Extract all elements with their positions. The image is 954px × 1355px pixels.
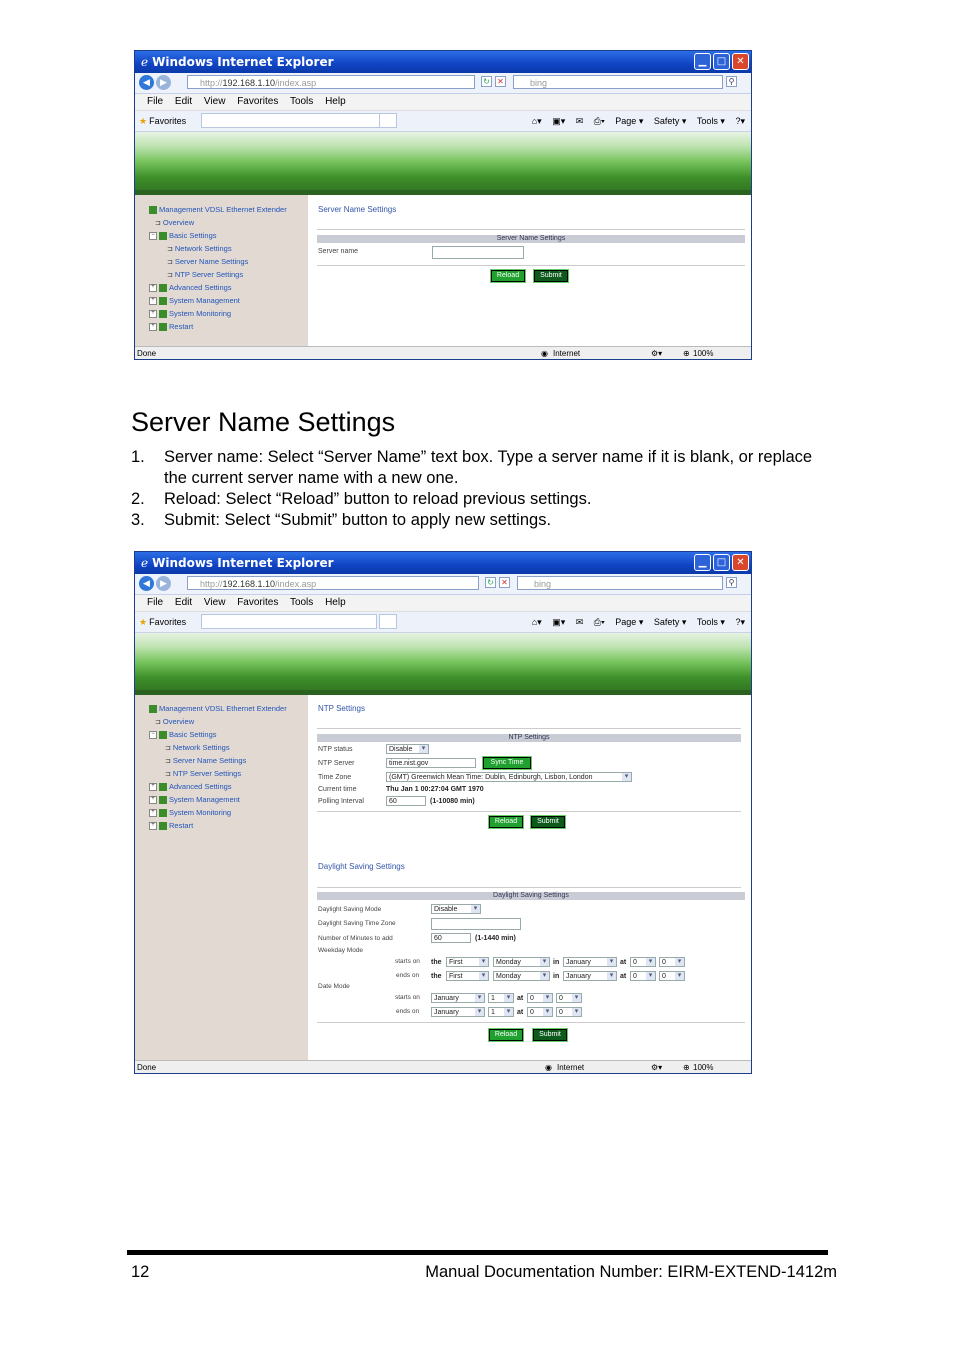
- expand-icon[interactable]: +: [149, 809, 157, 817]
- page-icon: ⊐: [167, 259, 173, 266]
- divider: [317, 229, 745, 230]
- safety-menu[interactable]: Safety ▾: [653, 617, 687, 627]
- page-number: 12: [131, 1263, 150, 1281]
- protected-mode-icon[interactable]: ⚙▾: [651, 1063, 663, 1072]
- weekday-end-month-select[interactable]: January ▾: [563, 971, 617, 981]
- server-name-input[interactable]: [432, 246, 524, 259]
- submit-button[interactable]: Submit: [534, 270, 568, 282]
- forward-icon[interactable]: ▶: [156, 576, 171, 591]
- list-item: 1. Server name: Select “Server Name” text box. Type a server name if it is blank, or replace the current server name with a new one.: [131, 448, 813, 487]
- ntp-server-label: NTP Server: [318, 760, 355, 767]
- time-zone-label: Time Zone: [318, 774, 352, 781]
- date-start-hour-select[interactable]: 0 ▾: [527, 993, 553, 1003]
- divider: [317, 1022, 745, 1023]
- divider: [317, 728, 741, 729]
- at-label: at: [620, 959, 627, 966]
- tree-root[interactable]: Management VDSL Ethernet Extender: [149, 704, 287, 714]
- divider: [317, 887, 741, 888]
- footer-rule: [127, 1250, 828, 1255]
- menu-edit[interactable]: Edit: [174, 597, 193, 608]
- refresh-icon[interactable]: ↻: [481, 76, 492, 87]
- stop-icon[interactable]: ✕: [499, 577, 510, 588]
- menu-bar: [135, 94, 751, 111]
- globe-icon: ◉: [545, 1063, 552, 1072]
- dst-zone-label: Daylight Saving Time Zone: [318, 920, 396, 927]
- tree-system-management[interactable]: + System Management: [149, 795, 240, 805]
- zone-text: Internet: [553, 349, 581, 358]
- menu-help[interactable]: Help: [325, 96, 346, 107]
- weekday-start-month-select[interactable]: January ▾: [563, 957, 617, 967]
- url-input[interactable]: http://192.168.1.10/index.asp: [187, 75, 475, 89]
- polling-interval-input[interactable]: 60: [386, 796, 426, 806]
- tree-ntp-settings[interactable]: ⊐ NTP Server Settings: [165, 769, 242, 778]
- ntp-section-header: NTP Settings: [317, 734, 741, 742]
- menu-file[interactable]: File: [147, 96, 164, 107]
- tree-advanced-settings[interactable]: + Advanced Settings: [149, 782, 232, 792]
- status-bar: [135, 346, 751, 360]
- minutes-range: (1-1440 min): [475, 935, 516, 942]
- menu-tools[interactable]: Tools: [289, 96, 314, 107]
- ie-titlebar: [135, 552, 751, 574]
- tree-server-name-settings[interactable]: ⊐ Server Name Settings: [167, 257, 249, 266]
- weekday-end-week-select[interactable]: First ▾: [446, 971, 489, 981]
- weekday-start-week-select[interactable]: First ▾: [446, 957, 489, 967]
- folder-icon: [149, 206, 157, 214]
- page-menu[interactable]: Page ▾: [615, 617, 644, 627]
- date-ends-label: ends on: [396, 1008, 420, 1015]
- tree-system-monitoring[interactable]: + System Monitoring: [149, 309, 231, 319]
- print-icon[interactable]: ⎙▾: [593, 617, 605, 627]
- date-mode-label: Date Mode: [318, 983, 350, 990]
- tools-menu[interactable]: Tools ▾: [696, 116, 725, 126]
- tree-restart[interactable]: + Restart: [149, 821, 193, 831]
- menu-view[interactable]: View: [203, 96, 226, 107]
- back-icon[interactable]: ◀: [139, 75, 154, 90]
- tree-network-settings[interactable]: ⊐ Network Settings: [165, 743, 230, 752]
- dst-reload-button[interactable]: Reload: [489, 1029, 523, 1041]
- date-end-hour-select[interactable]: 0 ▾: [527, 1007, 553, 1017]
- dst-page-title: Daylight Saving Settings: [318, 862, 405, 871]
- sidebar-tree: [135, 195, 308, 346]
- mail-icon[interactable]: ✉: [575, 116, 584, 126]
- search-icon[interactable]: ⚲: [726, 577, 737, 588]
- expand-icon[interactable]: +: [149, 783, 157, 791]
- list-item: 3. Submit: Select “Submit” button to apply new settings.: [131, 511, 552, 529]
- menu-help[interactable]: Help: [325, 597, 346, 608]
- help-icon[interactable]: ?▾: [735, 617, 745, 627]
- command-bar: [524, 612, 745, 632]
- refresh-icon[interactable]: ↻: [485, 577, 496, 588]
- date-end-day-select[interactable]: 1 ▾: [488, 1007, 514, 1017]
- expand-icon[interactable]: +: [149, 822, 157, 830]
- dst-section-header: Daylight Saving Settings: [317, 892, 745, 900]
- date-end-minute-select[interactable]: 0 ▾: [556, 1007, 582, 1017]
- menu-tools[interactable]: Tools: [289, 597, 314, 608]
- tree-system-management[interactable]: + System Management: [149, 296, 240, 306]
- url-input[interactable]: http://192.168.1.10/index.asp: [187, 576, 479, 590]
- close-icon[interactable]: ✕: [732, 554, 749, 571]
- divider: [317, 265, 745, 266]
- date-start-minute-select[interactable]: 0 ▾: [556, 993, 582, 1003]
- reload-button[interactable]: Reload: [491, 270, 525, 282]
- folder-icon: [159, 323, 167, 331]
- minimize-icon[interactable]: ▁: [694, 554, 711, 571]
- forward-icon[interactable]: ▶: [156, 75, 171, 90]
- new-tab-button[interactable]: [379, 113, 397, 128]
- home-icon[interactable]: ⌂▾: [531, 617, 542, 627]
- ie-logo-icon: ℯ: [141, 55, 149, 69]
- favorites-bar: [135, 111, 751, 132]
- minutes-label: Number of Minutes to add: [318, 935, 393, 942]
- folder-icon: [159, 297, 167, 305]
- weekday-start-minute-select[interactable]: 0 ▾: [659, 957, 685, 967]
- tree-advanced-settings[interactable]: + Advanced Settings: [149, 283, 232, 293]
- folder-icon: [159, 822, 167, 830]
- folder-icon: [159, 783, 167, 791]
- page-icon: ⊐: [165, 758, 171, 765]
- ie-window-server-name: [134, 50, 752, 360]
- weekday-ends-label: ends on: [396, 972, 420, 979]
- search-input[interactable]: bing: [517, 576, 723, 590]
- folder-icon: [159, 731, 167, 739]
- expand-icon[interactable]: +: [149, 796, 157, 804]
- date-start-day-select[interactable]: 1 ▾: [488, 993, 514, 1003]
- tree-server-name-settings[interactable]: ⊐ Server Name Settings: [165, 756, 247, 765]
- ntp-status-select[interactable]: Disable ▾: [386, 744, 429, 754]
- date-starts-label: starts on: [395, 994, 420, 1001]
- server-name-label: Server name: [318, 248, 359, 255]
- favorites-button[interactable]: Favorites: [149, 116, 187, 126]
- tree-overview[interactable]: ⊐ Overview: [155, 717, 195, 726]
- tree-system-monitoring[interactable]: + System Monitoring: [149, 808, 231, 818]
- command-bar: [524, 111, 745, 131]
- weekday-end-day-select[interactable]: Monday ▾: [493, 971, 550, 981]
- feeds-icon[interactable]: ▣▾: [552, 116, 566, 126]
- doc-number: Manual Documentation Number: EIRM-EXTEND-1412m: [425, 1263, 837, 1281]
- mail-icon[interactable]: ✉: [575, 617, 584, 627]
- main-panel: [317, 695, 741, 1060]
- weekday-end-minute-select[interactable]: 0 ▾: [659, 971, 685, 981]
- tree-basic-settings[interactable]: − Basic Settings: [149, 730, 217, 740]
- search-icon[interactable]: ⚲: [726, 76, 737, 87]
- back-icon[interactable]: ◀: [139, 576, 154, 591]
- page-icon: ⊐: [155, 719, 161, 726]
- status-text: Done: [137, 1063, 157, 1072]
- at-label: at: [517, 995, 524, 1002]
- expand-icon[interactable]: +: [149, 284, 157, 292]
- expand-icon[interactable]: +: [149, 297, 157, 305]
- at-label: at: [620, 973, 627, 980]
- the-label: the: [431, 973, 442, 980]
- page-title: Server Name Settings: [318, 205, 397, 214]
- tree-network-settings[interactable]: ⊐ Network Settings: [167, 244, 232, 253]
- section-header: Server Name Settings: [317, 235, 745, 243]
- minutes-input[interactable]: 60: [431, 933, 471, 943]
- sync-time-button[interactable]: Sync Time: [483, 757, 531, 769]
- feeds-icon[interactable]: ▣▾: [552, 617, 566, 627]
- at-label: at: [517, 1009, 524, 1016]
- page-icon: ⊐: [167, 272, 173, 279]
- status-bar: [135, 1060, 751, 1074]
- page-icon: ⊐: [167, 246, 173, 253]
- help-icon[interactable]: ?▾: [735, 116, 745, 126]
- ntp-reload-button[interactable]: Reload: [489, 816, 523, 828]
- current-time-value: Thu Jan 1 00:27:04 GMT 1970: [386, 786, 484, 793]
- weekday-starts-label: starts on: [395, 958, 420, 965]
- folder-icon: [159, 809, 167, 817]
- menu-file[interactable]: File: [147, 597, 164, 608]
- menu-bar: [135, 595, 751, 612]
- ntp-submit-button[interactable]: Submit: [531, 816, 565, 828]
- window-title: Windows Internet Explorer: [152, 556, 334, 570]
- favorites-bar: [135, 612, 751, 633]
- ntp-page-title: NTP Settings: [318, 704, 365, 713]
- ntp-server-input[interactable]: time.nist.gov: [386, 758, 476, 768]
- ie-titlebar: [135, 51, 751, 73]
- page-icon: ⊐: [165, 745, 171, 752]
- weekday-end-hour-select[interactable]: 0 ▾: [630, 971, 656, 981]
- page-menu[interactable]: Page ▾: [615, 116, 644, 126]
- protected-mode-icon[interactable]: ⚙▾: [651, 349, 663, 358]
- the-label: the: [431, 959, 442, 966]
- safety-menu[interactable]: Safety ▾: [653, 116, 687, 126]
- address-bar: [135, 73, 751, 94]
- zoom-icon[interactable]: ⊕: [683, 349, 690, 358]
- tree-basic-settings[interactable]: − Basic Settings: [149, 231, 217, 241]
- dst-mode-select[interactable]: Disable ▾: [431, 904, 481, 914]
- green-banner: [135, 633, 751, 695]
- tools-menu[interactable]: Tools ▾: [696, 617, 725, 627]
- folder-icon: [159, 284, 167, 292]
- menu-favorites[interactable]: Favorites: [237, 597, 279, 608]
- globe-icon: ◉: [541, 349, 548, 358]
- folder-icon: [159, 310, 167, 318]
- ie-logo-icon: ℯ: [141, 556, 149, 570]
- browser-tab[interactable]: [201, 614, 377, 629]
- home-icon[interactable]: ⌂▾: [531, 116, 542, 126]
- list-item: 2. Reload: Select “Reload” button to reload previous settings.: [131, 490, 592, 508]
- page-icon: ⊐: [155, 220, 161, 227]
- polling-range: (1-10080 min): [430, 798, 475, 805]
- date-end-month-select[interactable]: January ▾: [431, 1007, 485, 1017]
- collapse-icon[interactable]: −: [149, 232, 157, 240]
- address-bar: [135, 574, 751, 595]
- time-zone-select[interactable]: (GMT) Greenwich Mean Time: Dublin, Edinburgh, Lisbon, London ▾: [386, 772, 632, 782]
- browser-tab[interactable]: [201, 113, 397, 128]
- expand-icon[interactable]: +: [149, 323, 157, 331]
- expand-icon[interactable]: +: [149, 310, 157, 318]
- ie-window-ntp: [134, 551, 752, 1074]
- tree-restart[interactable]: + Restart: [149, 322, 193, 332]
- new-tab-button[interactable]: [379, 614, 397, 629]
- divider: [317, 811, 741, 812]
- page-content: [135, 195, 751, 346]
- collapse-icon[interactable]: −: [149, 731, 157, 739]
- page-content: [135, 695, 751, 1060]
- folder-icon: [159, 796, 167, 804]
- folder-icon: [149, 705, 157, 713]
- main-panel: [317, 195, 745, 346]
- close-icon[interactable]: ✕: [732, 53, 749, 70]
- dst-zone-input[interactable]: [431, 918, 521, 930]
- tree-ntp-settings[interactable]: ⊐ NTP Server Settings: [167, 270, 244, 279]
- weekday-start-day-select[interactable]: Monday ▾: [493, 957, 550, 967]
- maximize-icon[interactable]: □: [713, 554, 730, 571]
- current-time-label: Current time: [318, 786, 357, 793]
- weekday-mode-label: Weekday Mode: [318, 947, 364, 954]
- dst-submit-button[interactable]: Submit: [533, 1029, 567, 1041]
- star-icon: ★: [139, 116, 148, 126]
- zoom-icon[interactable]: ⊕: [683, 1063, 690, 1072]
- search-input[interactable]: bing: [513, 75, 723, 89]
- zoom-level[interactable]: 100%: [693, 349, 714, 358]
- page-icon: ⊐: [165, 771, 171, 778]
- zone-text: Internet: [557, 1063, 585, 1072]
- in-label: in: [553, 959, 560, 966]
- tree-root[interactable]: Management VDSL Ethernet Extender: [149, 205, 287, 215]
- date-start-month-select[interactable]: January ▾: [431, 993, 485, 1003]
- menu-view[interactable]: View: [203, 597, 226, 608]
- weekday-start-hour-select[interactable]: 0 ▾: [630, 957, 656, 967]
- dst-mode-label: Daylight Saving Mode: [318, 906, 382, 913]
- window-title: Windows Internet Explorer: [152, 55, 334, 69]
- minimize-icon[interactable]: ▁: [694, 53, 711, 70]
- zoom-level[interactable]: 100%: [693, 1063, 714, 1072]
- star-icon: ★: [139, 617, 148, 627]
- menu-edit[interactable]: Edit: [174, 96, 193, 107]
- menu-favorites[interactable]: Favorites: [237, 96, 279, 107]
- ntp-status-label: NTP status: [318, 746, 353, 753]
- tree-overview[interactable]: ⊐ Overview: [155, 218, 195, 227]
- polling-interval-label: Polling Interval: [318, 798, 364, 805]
- print-icon[interactable]: ⎙▾: [593, 116, 605, 126]
- status-text: Done: [137, 349, 157, 358]
- sidebar-tree: [135, 695, 308, 1060]
- favorites-button[interactable]: Favorites: [149, 617, 187, 627]
- folder-icon: [159, 232, 167, 240]
- section-heading: Server Name Settings: [131, 407, 396, 437]
- green-banner: [135, 132, 751, 195]
- instruction-list: [131, 447, 821, 531]
- maximize-icon[interactable]: □: [713, 53, 730, 70]
- stop-icon[interactable]: ✕: [495, 76, 506, 87]
- in-label: in: [553, 973, 560, 980]
